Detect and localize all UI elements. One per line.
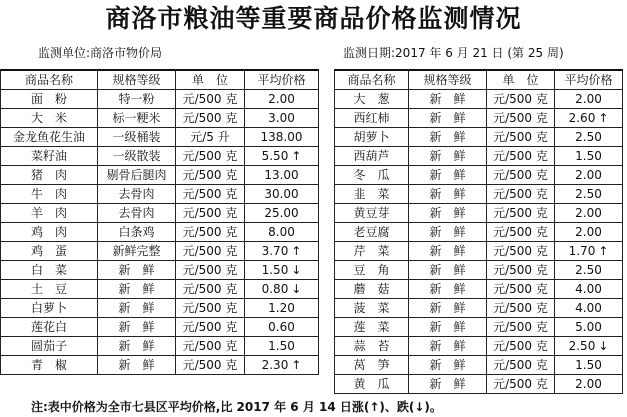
spec-grade: 新 鲜 bbox=[409, 299, 487, 318]
price-value: 30.00 bbox=[264, 187, 299, 201]
spec-grade: 新 鲜 bbox=[98, 280, 176, 299]
down-arrow-icon: ↓ bbox=[598, 339, 609, 353]
price-value: 5.50 bbox=[261, 149, 289, 163]
column-header-name: 商品名称 bbox=[1, 70, 98, 90]
price-value: 2.00 bbox=[575, 92, 602, 106]
down-arrow-icon: ↓ bbox=[291, 282, 302, 296]
unit-cell: 元/500 克 bbox=[487, 109, 555, 128]
commodity-name: 西红柿 bbox=[335, 109, 409, 128]
up-arrow-icon: ↑ bbox=[291, 244, 302, 258]
price-cell bbox=[555, 223, 623, 242]
spec-grade: 新 鲜 bbox=[409, 185, 487, 204]
column-header-spec: 规格等级 bbox=[98, 70, 176, 90]
commodity-name: 莲 菜 bbox=[335, 318, 409, 337]
spec-grade: 新 鲜 bbox=[98, 299, 176, 318]
unit-cell: 元/500 克 bbox=[176, 166, 245, 185]
price-cell bbox=[555, 299, 623, 318]
price-cell bbox=[245, 261, 319, 280]
price-cell bbox=[555, 337, 623, 356]
price-cell bbox=[245, 90, 319, 109]
price-value: 5.00 bbox=[575, 320, 602, 334]
price-cell bbox=[555, 90, 623, 109]
price-cell bbox=[555, 109, 623, 128]
commodity-name: 芹 菜 bbox=[335, 242, 409, 261]
unit-cell: 元/500 克 bbox=[487, 147, 555, 166]
price-value: 2.60 bbox=[568, 111, 596, 125]
spec-grade: 新 鲜 bbox=[409, 242, 487, 261]
price-cell bbox=[555, 375, 623, 394]
price-cell bbox=[555, 147, 623, 166]
price-cell bbox=[245, 318, 319, 337]
price-value: 0.60 bbox=[268, 320, 295, 334]
price-cell bbox=[555, 185, 623, 204]
unit-cell: 元/500 克 bbox=[176, 337, 245, 356]
footnote: 注:表中价格为全市七县区平均价格,比 2017 年 6 月 14 日涨(↑)、跌(↓)。 bbox=[31, 400, 442, 414]
spec-grade: 新 鲜 bbox=[409, 90, 487, 109]
price-value: 4.00 bbox=[575, 301, 602, 315]
table-row bbox=[335, 299, 623, 318]
price-value: 2.30 bbox=[261, 358, 289, 372]
price-value: 2.00 bbox=[575, 225, 602, 239]
spec-grade: 新 鲜 bbox=[409, 109, 487, 128]
price-value: 2.50 bbox=[575, 130, 602, 144]
price-value: 2.50 bbox=[575, 187, 602, 201]
price-value: 13.00 bbox=[264, 168, 299, 182]
commodity-name: 羊 肉 bbox=[1, 204, 98, 223]
column-header-spec: 规格等级 bbox=[409, 70, 487, 90]
table-row bbox=[335, 280, 623, 299]
table-header-row bbox=[335, 70, 623, 90]
table-row bbox=[1, 128, 319, 147]
commodity-name: 韭 菜 bbox=[335, 185, 409, 204]
unit-cell: 元/500 克 bbox=[176, 147, 245, 166]
spec-grade: 新 鲜 bbox=[98, 261, 176, 280]
price-value: 3.70 bbox=[261, 244, 289, 258]
spec-grade: 标一粳米 bbox=[98, 109, 176, 128]
table-row bbox=[335, 128, 623, 147]
price-value: 1.50 bbox=[575, 358, 602, 372]
price-value: 1.70 bbox=[568, 244, 596, 258]
spec-grade: 去骨肉 bbox=[98, 204, 176, 223]
up-arrow-icon: ↑ bbox=[598, 111, 609, 125]
table-row bbox=[1, 147, 319, 166]
price-value: 3.00 bbox=[268, 111, 295, 125]
table-row bbox=[335, 337, 623, 356]
table-row bbox=[1, 261, 319, 280]
table-row bbox=[335, 204, 623, 223]
commodity-name: 蘑 菇 bbox=[335, 280, 409, 299]
price-cell bbox=[555, 356, 623, 375]
price-value: 1.20 bbox=[268, 301, 295, 315]
commodity-name: 黄 瓜 bbox=[335, 375, 409, 394]
price-value: 2.00 bbox=[268, 92, 295, 106]
spec-grade: 新 鲜 bbox=[409, 147, 487, 166]
price-value: 4.00 bbox=[575, 282, 602, 296]
spec-grade: 新 鲜 bbox=[409, 356, 487, 375]
commodity-name: 菠 菜 bbox=[335, 299, 409, 318]
spec-grade: 剔骨后腿肉 bbox=[98, 166, 176, 185]
up-arrow-icon: ↑ bbox=[291, 358, 302, 372]
commodity-name: 白萝卜 bbox=[1, 299, 98, 318]
table-row bbox=[335, 223, 623, 242]
column-header-unit: 单 位 bbox=[176, 70, 245, 90]
commodity-name: 面 粉 bbox=[1, 90, 98, 109]
unit-cell: 元/500 克 bbox=[487, 185, 555, 204]
unit-cell: 元/500 克 bbox=[487, 261, 555, 280]
price-cell bbox=[245, 204, 319, 223]
monitor-date: 监测日期:2017 年 6 月 21 日 (第 25 周) bbox=[343, 46, 564, 60]
price-cell bbox=[245, 185, 319, 204]
spec-grade: 新 鲜 bbox=[98, 318, 176, 337]
commodity-name: 牛 肉 bbox=[1, 185, 98, 204]
commodity-name: 胡萝卜 bbox=[335, 128, 409, 147]
table-row bbox=[335, 166, 623, 185]
price-value: 2.00 bbox=[575, 168, 602, 182]
table-row bbox=[1, 242, 319, 261]
spec-grade: 新 鲜 bbox=[409, 204, 487, 223]
spec-grade: 新 鲜 bbox=[409, 337, 487, 356]
price-cell bbox=[245, 128, 319, 147]
up-arrow-icon: ↑ bbox=[291, 149, 302, 163]
unit-cell: 元/500 克 bbox=[176, 185, 245, 204]
price-value: 2.50 bbox=[568, 339, 596, 353]
spec-grade: 白条鸡 bbox=[98, 223, 176, 242]
commodity-name: 白 菜 bbox=[1, 261, 98, 280]
unit-cell: 元/500 克 bbox=[487, 128, 555, 147]
unit-cell: 元/500 克 bbox=[487, 356, 555, 375]
unit-cell: 元/500 克 bbox=[176, 109, 245, 128]
unit-cell: 元/500 克 bbox=[487, 242, 555, 261]
commodity-name: 莴 笋 bbox=[335, 356, 409, 375]
price-value: 1.50 bbox=[575, 149, 602, 163]
unit-cell: 元/500 克 bbox=[176, 242, 245, 261]
commodity-name: 圆茄子 bbox=[1, 337, 98, 356]
price-value: 2.00 bbox=[575, 206, 602, 220]
spec-grade: 新 鲜 bbox=[409, 375, 487, 394]
spec-grade: 新 鲜 bbox=[409, 166, 487, 185]
commodity-name: 黄豆芽 bbox=[335, 204, 409, 223]
spec-grade: 特一粉 bbox=[98, 90, 176, 109]
spec-grade: 新 鲜 bbox=[98, 356, 176, 375]
commodity-name: 青 椒 bbox=[1, 356, 98, 375]
price-cell bbox=[555, 242, 623, 261]
table-row bbox=[335, 109, 623, 128]
commodity-name: 老豆腐 bbox=[335, 223, 409, 242]
price-table-left bbox=[0, 69, 319, 375]
price-cell bbox=[245, 356, 319, 375]
spec-grade: 新 鲜 bbox=[409, 223, 487, 242]
table-row bbox=[335, 356, 623, 375]
table-row bbox=[335, 185, 623, 204]
price-value: 8.00 bbox=[268, 225, 295, 239]
price-cell bbox=[245, 299, 319, 318]
commodity-name: 冬 瓜 bbox=[335, 166, 409, 185]
unit-cell: 元/500 克 bbox=[487, 337, 555, 356]
down-arrow-icon: ↓ bbox=[291, 263, 302, 277]
spec-grade: 新 鲜 bbox=[409, 280, 487, 299]
unit-cell: 元/500 克 bbox=[487, 299, 555, 318]
price-cell bbox=[555, 261, 623, 280]
commodity-name: 猪 肉 bbox=[1, 166, 98, 185]
unit-cell: 元/500 克 bbox=[487, 166, 555, 185]
price-table-right bbox=[334, 69, 623, 394]
price-cell bbox=[245, 337, 319, 356]
spec-grade: 去骨肉 bbox=[98, 185, 176, 204]
column-header-price: 平均价格 bbox=[245, 70, 319, 90]
table-row bbox=[1, 356, 319, 375]
table-row bbox=[335, 375, 623, 394]
commodity-name: 土 豆 bbox=[1, 280, 98, 299]
unit-cell: 元/500 克 bbox=[176, 280, 245, 299]
price-value: 1.50 bbox=[261, 263, 289, 277]
spec-grade: 新鲜完整 bbox=[98, 242, 176, 261]
table-row bbox=[1, 299, 319, 318]
commodity-name: 鸡 蛋 bbox=[1, 242, 98, 261]
price-cell bbox=[555, 280, 623, 299]
commodity-name: 金龙鱼花生油 bbox=[1, 128, 98, 147]
table-row bbox=[1, 185, 319, 204]
column-header-name: 商品名称 bbox=[335, 70, 409, 90]
commodity-name: 莲花白 bbox=[1, 318, 98, 337]
commodity-name: 菜籽油 bbox=[1, 147, 98, 166]
unit-cell: 元/500 克 bbox=[176, 204, 245, 223]
table-row bbox=[335, 261, 623, 280]
unit-cell: 元/500 克 bbox=[487, 280, 555, 299]
price-cell bbox=[245, 147, 319, 166]
spec-grade: 一级桶装 bbox=[98, 128, 176, 147]
table-row bbox=[335, 318, 623, 337]
price-cell bbox=[555, 166, 623, 185]
spec-grade: 新 鲜 bbox=[98, 337, 176, 356]
column-header-price: 平均价格 bbox=[555, 70, 623, 90]
price-value: 138.00 bbox=[260, 130, 303, 144]
price-cell bbox=[245, 223, 319, 242]
commodity-name: 西葫芦 bbox=[335, 147, 409, 166]
price-value: 2.50 bbox=[575, 263, 602, 277]
table-header-row bbox=[1, 70, 319, 90]
unit-cell: 元/5 升 bbox=[176, 128, 245, 147]
price-cell bbox=[245, 280, 319, 299]
unit-cell: 元/500 克 bbox=[176, 261, 245, 280]
table-row bbox=[1, 109, 319, 128]
spec-grade: 一级散装 bbox=[98, 147, 176, 166]
table-row bbox=[1, 166, 319, 185]
price-cell bbox=[245, 109, 319, 128]
table-row bbox=[1, 204, 319, 223]
price-value: 0.80 bbox=[261, 282, 289, 296]
page-title: 商洛市粮油等重要商品价格监测情况 bbox=[105, 4, 522, 33]
table-row bbox=[335, 242, 623, 261]
price-value: 1.50 bbox=[268, 339, 295, 353]
commodity-name: 蒜 苔 bbox=[335, 337, 409, 356]
unit-cell: 元/500 克 bbox=[176, 90, 245, 109]
commodity-name: 大 米 bbox=[1, 109, 98, 128]
commodity-name: 大 葱 bbox=[335, 90, 409, 109]
price-cell bbox=[245, 166, 319, 185]
column-header-unit: 单 位 bbox=[487, 70, 555, 90]
commodity-name: 豆 角 bbox=[335, 261, 409, 280]
unit-cell: 元/500 克 bbox=[487, 223, 555, 242]
spec-grade: 新 鲜 bbox=[409, 128, 487, 147]
up-arrow-icon: ↑ bbox=[598, 244, 609, 258]
price-value: 25.00 bbox=[264, 206, 299, 220]
unit-cell: 元/500 克 bbox=[176, 318, 245, 337]
table-row bbox=[1, 337, 319, 356]
table-row bbox=[335, 147, 623, 166]
unit-cell: 元/500 克 bbox=[176, 356, 245, 375]
table-row bbox=[335, 90, 623, 109]
table-row bbox=[1, 90, 319, 109]
table-row bbox=[1, 223, 319, 242]
price-value: 2.00 bbox=[575, 377, 602, 391]
price-cell bbox=[555, 318, 623, 337]
spec-grade: 新 鲜 bbox=[409, 261, 487, 280]
unit-cell: 元/500 克 bbox=[487, 90, 555, 109]
unit-cell: 元/500 克 bbox=[487, 204, 555, 223]
spec-grade: 新 鲜 bbox=[409, 318, 487, 337]
table-row bbox=[1, 280, 319, 299]
price-cell bbox=[555, 128, 623, 147]
price-cell bbox=[245, 242, 319, 261]
table-row bbox=[1, 318, 319, 337]
commodity-name: 鸡 肉 bbox=[1, 223, 98, 242]
price-cell bbox=[555, 204, 623, 223]
unit-cell: 元/500 克 bbox=[487, 318, 555, 337]
unit-cell: 元/500 克 bbox=[176, 223, 245, 242]
monitor-unit: 监测单位:商洛市物价局 bbox=[38, 46, 163, 60]
unit-cell: 元/500 克 bbox=[487, 375, 555, 394]
unit-cell: 元/500 克 bbox=[176, 299, 245, 318]
